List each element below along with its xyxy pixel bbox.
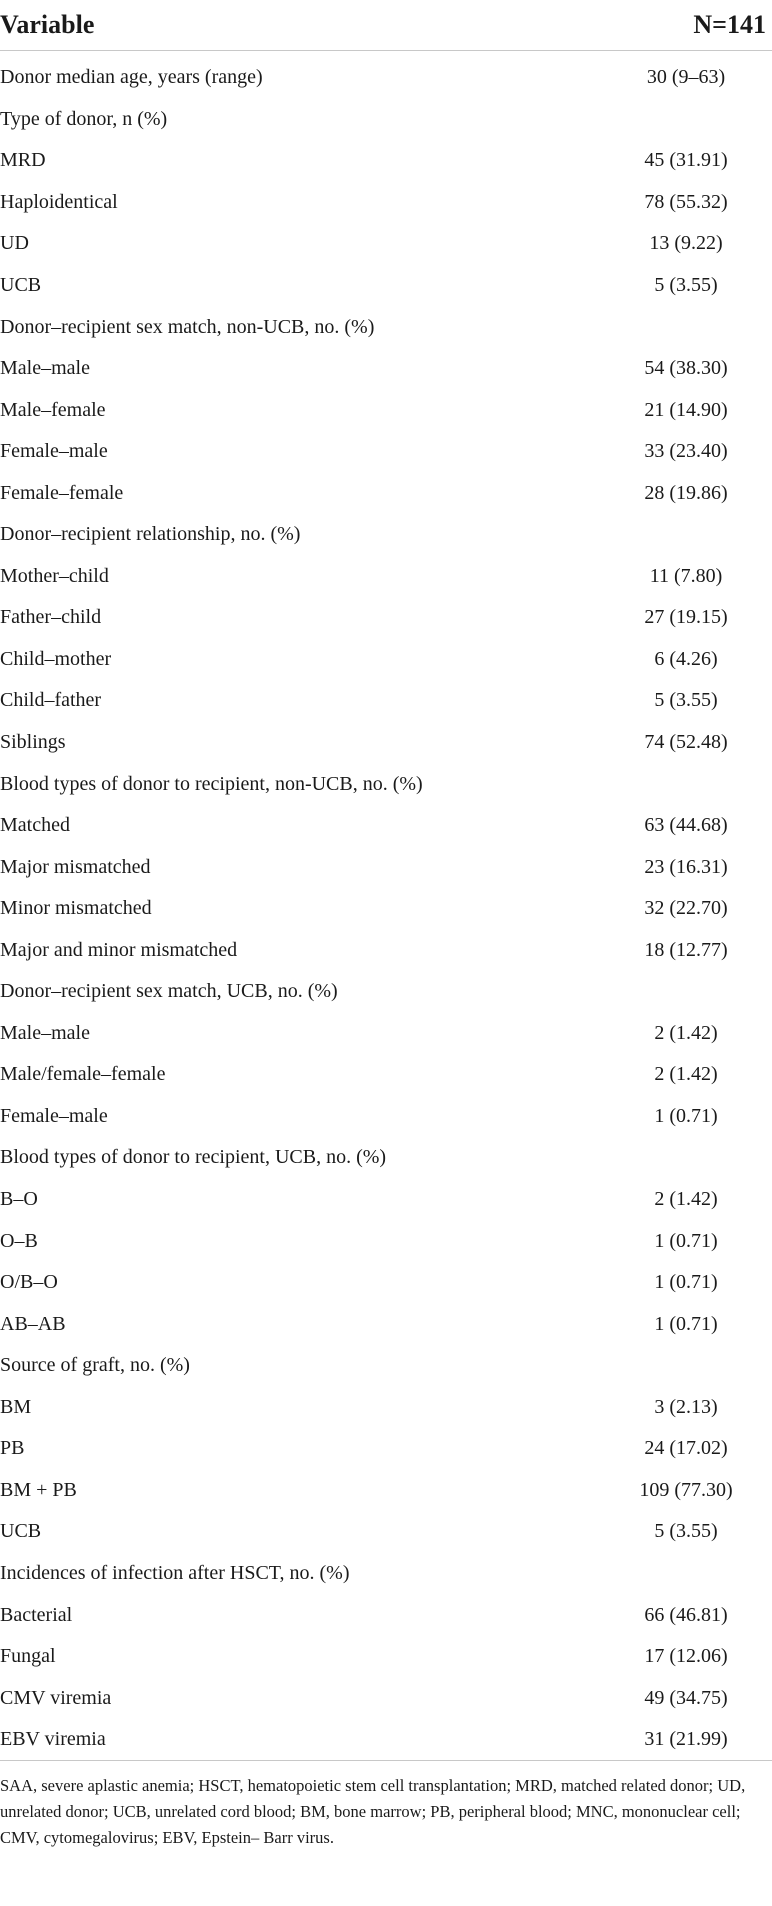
variable-cell: MRD [0, 149, 46, 172]
variable-cell: Male–female [0, 398, 106, 421]
variable-cell: Major and minor mismatched [0, 938, 238, 961]
value-cell: 1 (0.71) [654, 1229, 718, 1252]
value-cell: 31 (21.99) [600, 1719, 772, 1761]
value-cell: 24 (17.02) [644, 1437, 728, 1460]
variable-cell: AB–AB [0, 1312, 66, 1335]
table-row [0, 846, 772, 888]
variable-cell: Type of donor, n (%) [0, 107, 168, 130]
value-cell: 17 (12.06) [644, 1645, 728, 1668]
table-row [0, 680, 772, 722]
table-row [0, 722, 772, 764]
value-cell: 23 (16.31) [644, 855, 728, 878]
value-cell [600, 971, 772, 1013]
variable-cell: Donor–recipient sex match, non-UCB, no. (%) [0, 315, 375, 338]
variable-cell: Mother–child [0, 564, 109, 587]
table-row [0, 1387, 772, 1429]
value-cell: 45 (31.91) [644, 149, 728, 172]
table-row [0, 223, 772, 265]
variable-cell: Siblings [0, 731, 66, 754]
table-row [0, 556, 772, 598]
value-cell: 78 (55.32) [644, 190, 728, 213]
variable-cell: Major mismatched [0, 855, 151, 878]
table-row [0, 1303, 772, 1345]
variable-cell: Incidences of infection after HSCT, no. (%) [0, 1561, 350, 1584]
value-cell [600, 99, 772, 141]
variable-cell: BM + PB [0, 1478, 77, 1501]
variable-cell: Female–female [0, 481, 124, 504]
table-row [0, 1054, 772, 1096]
variable-cell: Female–male [0, 1104, 108, 1127]
table-row [0, 182, 772, 224]
variable-cell: Donor–recipient sex match, UCB, no. (%) [0, 980, 338, 1003]
table-row [0, 639, 772, 681]
table-row [0, 763, 772, 805]
variable-cell: B–O [0, 1188, 38, 1211]
table-row [0, 1013, 772, 1055]
value-cell: 1 (0.71) [654, 1104, 718, 1127]
table-row [0, 1220, 772, 1262]
table-row [0, 140, 772, 182]
table-row [0, 1428, 772, 1470]
table-row [0, 1262, 772, 1304]
variable-cell: Blood types of donor to recipient, non-UCB, no. (%) [0, 772, 423, 795]
value-cell: 2 (1.42) [654, 1063, 718, 1086]
variable-cell: Male–male [0, 357, 90, 380]
table-row [0, 1511, 772, 1553]
table-row [0, 1677, 772, 1719]
variable-cell: Source of graft, no. (%) [0, 1354, 190, 1377]
value-cell: 2 (1.42) [654, 1188, 718, 1211]
table-row [0, 1179, 772, 1221]
variable-cell: Child–mother [0, 647, 112, 670]
variable-cell: PB [0, 1437, 25, 1460]
variable-cell: Male–male [0, 1021, 90, 1044]
value-cell: 13 (9.22) [649, 232, 723, 255]
variable-cell: Haploidentical [0, 190, 118, 213]
value-cell: 32 (22.70) [644, 897, 728, 920]
table-row [0, 971, 772, 1013]
table-row [0, 1345, 772, 1387]
value-cell [600, 514, 772, 556]
table-row [0, 51, 772, 99]
column-header-variable: Variable [0, 0, 600, 51]
variable-cell: UCB [0, 274, 42, 296]
table-row [0, 265, 772, 307]
value-cell: 5 (3.55) [654, 689, 718, 712]
variable-cell: Fungal [0, 1645, 56, 1668]
value-cell: 1 (0.71) [654, 1271, 718, 1294]
value-cell: 49 (34.75) [644, 1686, 728, 1709]
value-cell [600, 1137, 772, 1179]
value-cell: 21 (14.90) [644, 398, 728, 421]
table-header [0, 0, 772, 51]
variable-cell: CMV viremia [0, 1686, 112, 1709]
value-cell: 2 (1.42) [654, 1021, 718, 1044]
variable-cell: EBV viremia [0, 1719, 600, 1761]
value-cell: 66 (46.81) [644, 1603, 728, 1626]
value-cell: 33 (23.40) [644, 440, 728, 463]
variable-cell: O/B–O [0, 1271, 58, 1294]
table-row [0, 929, 772, 971]
table-row [0, 348, 772, 390]
variable-cell: Bacterial [0, 1603, 73, 1626]
variable-cell: BM [0, 1395, 32, 1418]
value-cell: 6 (4.26) [654, 647, 718, 670]
variable-cell: Male/female–female [0, 1063, 166, 1086]
value-cell: 5 (3.55) [654, 1520, 718, 1543]
value-cell: 28 (19.86) [644, 481, 728, 504]
table-row [0, 1636, 772, 1678]
variable-cell: Matched [0, 814, 70, 837]
table-row [0, 1553, 772, 1595]
table-header-row [0, 0, 772, 51]
table-row [0, 1594, 772, 1636]
table-row [0, 597, 772, 639]
table-row [0, 1096, 772, 1138]
variable-cell: Minor mismatched [0, 897, 152, 920]
table-row [0, 1470, 772, 1512]
value-cell: 1 (0.71) [654, 1312, 718, 1335]
table-row [0, 1137, 772, 1179]
value-cell: 63 (44.68) [644, 814, 728, 837]
variable-cell: O–B [0, 1229, 38, 1252]
variable-cell: Father–child [0, 606, 102, 629]
table-row [0, 888, 772, 930]
value-cell: 109 (77.30) [639, 1478, 733, 1501]
value-cell: 27 (19.15) [644, 606, 728, 629]
table-row [0, 805, 772, 847]
variable-cell: Child–father [0, 689, 102, 712]
variable-cell: UD [0, 232, 29, 255]
table-row [0, 389, 772, 431]
value-cell: 18 (12.77) [644, 938, 728, 961]
table-row [0, 514, 772, 556]
column-header-n: N=141 [600, 0, 772, 51]
value-cell: 3 (2.13) [654, 1395, 718, 1418]
value-cell: 30 (9–63) [646, 66, 726, 89]
variable-cell: Female–male [0, 440, 108, 463]
variable-cell: UCB [0, 1520, 42, 1543]
table-footnote: SAA, severe aplastic anemia; HSCT, hematopoietic stem cell transplantation; MRD, matched related donor; UD, unrelated donor; UCB, unrelated cord blood; BM, bone marrow; PB, peripheral blood; MNC, mononuclear cell; CMV, cytomegalovirus; EBV, Epstein– Barr virus. [0, 1776, 746, 1848]
value-cell [600, 1553, 772, 1595]
value-cell: 54 (38.30) [644, 357, 728, 380]
value-cell [600, 306, 772, 348]
table-row [0, 99, 772, 141]
variable-cell: Donor median age, years (range) [0, 66, 263, 89]
table-row [0, 472, 772, 514]
table-row [0, 306, 772, 348]
value-cell: 74 (52.48) [644, 731, 728, 754]
table-row [0, 431, 772, 473]
table-row [0, 1719, 772, 1761]
value-cell: 5 (3.55) [654, 274, 718, 296]
value-cell [600, 763, 772, 805]
table-body [0, 51, 772, 1761]
value-cell [600, 1345, 772, 1387]
value-cell: 11 (7.80) [649, 564, 723, 587]
variable-cell: Blood types of donor to recipient, UCB, no. (%) [0, 1146, 387, 1169]
variable-cell: Donor–recipient relationship, no. (%) [0, 523, 301, 546]
